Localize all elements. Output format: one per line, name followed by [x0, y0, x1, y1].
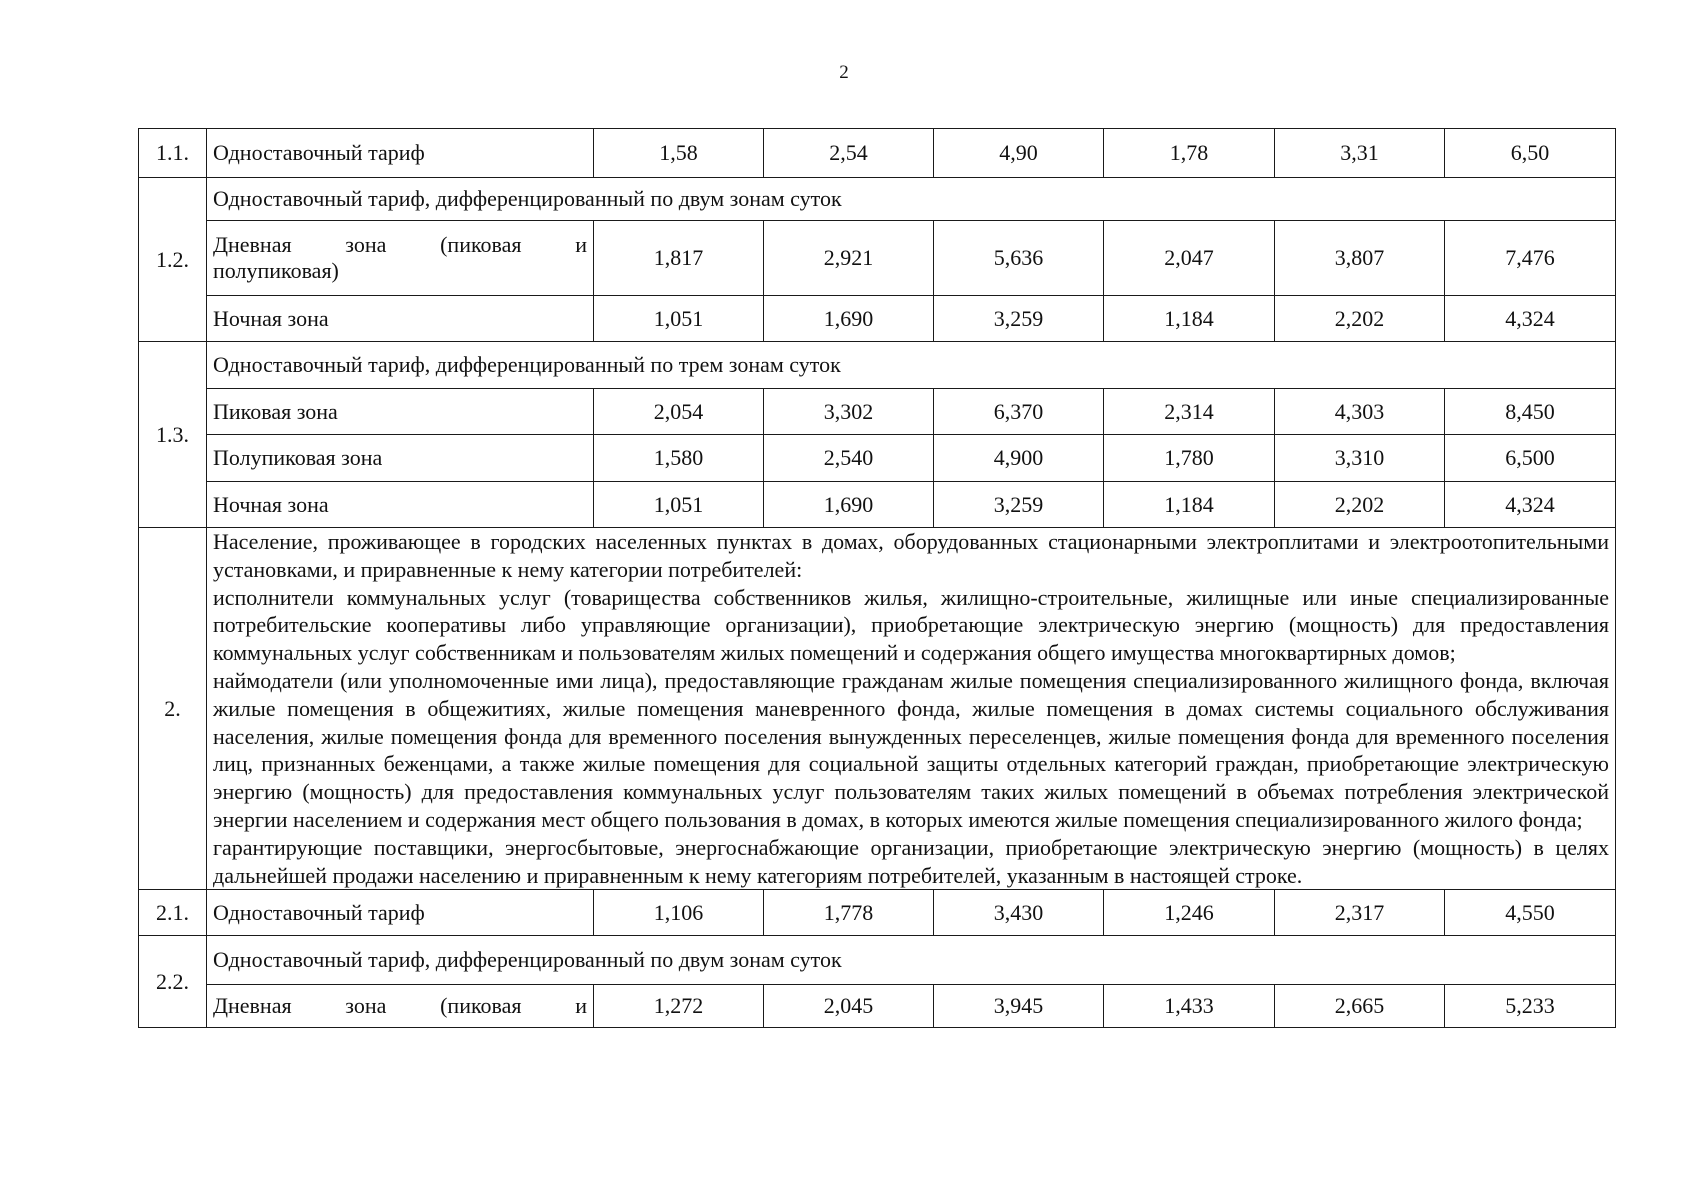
table-row — [139, 890, 1616, 936]
table-row — [139, 342, 1616, 389]
description-paragraph: наймодатели (или уполномоченные ими лица), предоставляющие гражданам жилые помещения специализированного жилищного фонда, включая жилые помещения в общежитиях, жилые помещения маневренного фонда, жилые помещения в домах системы социального обслуживания населения, жилые помещения фонда для временного поселения вынужденных переселенцев, жилые помещения фонда для временного поселения лиц, признанных беженцами, а также жилые помещения для социальной защиты отдельных категорий граждан, приобретающие электрическую энергию (мощность) для предоставления коммунальных услуг пользователям таких жилых помещений в объемах потребления электрической энергии населением и содержания мест общего пользования в домах, в которых имеются жилые помещения специализированного жилого фонда; — [213, 667, 1609, 832]
tariff-value: 2,045 — [764, 985, 934, 1028]
tariff-name — [207, 985, 594, 1028]
tariff-value: 4,550 — [1445, 890, 1616, 936]
tariff-value: 4,900 — [934, 435, 1104, 482]
tariff-value: 2,314 — [1104, 389, 1275, 435]
tariff-name: Пиковая зона — [207, 389, 594, 435]
tariff-name: Одноставочный тариф — [207, 890, 594, 936]
row-number: 2.1. — [139, 890, 207, 936]
tariff-value: 3,945 — [934, 985, 1104, 1028]
tariff-value: 1,106 — [594, 890, 764, 936]
tariff-value: 1,051 — [594, 296, 764, 342]
tariff-value: 6,370 — [934, 389, 1104, 435]
tariff-value: 3,259 — [934, 482, 1104, 528]
tariff-value: 2,540 — [764, 435, 934, 482]
tariff-value: 2,54 — [764, 129, 934, 178]
tariff-name: Одноставочный тариф — [207, 129, 594, 178]
consumer-category-description — [207, 528, 1616, 890]
tariff-value: 8,450 — [1445, 389, 1616, 435]
tariff-name-line1: Дневная зона (пиковая и — [213, 232, 587, 257]
tariff-value: 5,233 — [1445, 985, 1616, 1028]
tariff-value: 5,636 — [934, 221, 1104, 296]
tariff-value: 3,259 — [934, 296, 1104, 342]
tariff-value: 4,90 — [934, 129, 1104, 178]
tariff-value: 1,690 — [764, 482, 934, 528]
tariff-value: 1,184 — [1104, 296, 1275, 342]
tariff-value: 1,184 — [1104, 482, 1275, 528]
table-row — [139, 178, 1616, 221]
tariff-value: 2,921 — [764, 221, 934, 296]
tariff-name-line2: полупиковая) — [213, 258, 339, 283]
tariff-value: 2,047 — [1104, 221, 1275, 296]
tariff-value: 3,31 — [1275, 129, 1445, 178]
tariff-value: 1,778 — [764, 890, 934, 936]
tariff-value: 1,690 — [764, 296, 934, 342]
table-row — [139, 936, 1616, 985]
tariff-value: 3,807 — [1275, 221, 1445, 296]
table-row — [139, 221, 1616, 296]
row-number: 1.1. — [139, 129, 207, 178]
tariff-name: Ночная зона — [207, 482, 594, 528]
table-row — [139, 296, 1616, 342]
row-number: 1.3. — [139, 342, 207, 528]
tariff-value: 3,430 — [934, 890, 1104, 936]
description-paragraph: гарантирующие поставщики, энергосбытовые, энергоснабжающие организации, приобретающие электрическую энергию (мощность) в целях дальнейшей продажи населению и приравненным к нему категориям потребителей, указанным в настоящей строке. — [213, 834, 1609, 888]
tariff-value: 2,054 — [594, 389, 764, 435]
table-row — [139, 129, 1616, 178]
tariff-value: 1,433 — [1104, 985, 1275, 1028]
tariff-value: 4,324 — [1445, 482, 1616, 528]
tariff-name — [207, 221, 594, 296]
tariff-table — [138, 128, 1616, 1028]
tariff-value: 1,051 — [594, 482, 764, 528]
section-heading: Одноставочный тариф, дифференцированный по двум зонам суток — [207, 178, 1616, 221]
tariff-value: 3,302 — [764, 389, 934, 435]
row-number: 2. — [139, 528, 207, 890]
tariff-value: 1,780 — [1104, 435, 1275, 482]
tariff-value: 1,78 — [1104, 129, 1275, 178]
tariff-value: 1,246 — [1104, 890, 1275, 936]
tariff-value: 1,817 — [594, 221, 764, 296]
tariff-value: 1,272 — [594, 985, 764, 1028]
tariff-value: 3,310 — [1275, 435, 1445, 482]
tariff-value: 1,580 — [594, 435, 764, 482]
tariff-value: 2,202 — [1275, 296, 1445, 342]
table-row — [139, 985, 1616, 1028]
tariff-value: 4,303 — [1275, 389, 1445, 435]
table-row — [139, 528, 1616, 890]
tariff-value: 2,317 — [1275, 890, 1445, 936]
tariff-name-line1: Дневная зона (пиковая и — [213, 993, 587, 1019]
description-paragraph: Население, проживающее в городских населенных пунктах в домах, оборудованных стационарными электроплитами и электроотопительными установками, и приравненные к нему категории потребителей: — [213, 529, 1609, 582]
table-row — [139, 482, 1616, 528]
section-heading: Одноставочный тариф, дифференцированный по трем зонам суток — [207, 342, 1616, 389]
table-row — [139, 435, 1616, 482]
tariff-value: 6,500 — [1445, 435, 1616, 482]
row-number: 1.2. — [139, 178, 207, 342]
tariff-value: 6,50 — [1445, 129, 1616, 178]
row-number: 2.2. — [139, 936, 207, 1028]
tariff-value: 2,665 — [1275, 985, 1445, 1028]
tariff-value: 2,202 — [1275, 482, 1445, 528]
description-paragraph: исполнители коммунальных услуг (товарищества собственников жилья, жилищно-строительные, жилищные или иные специализированные потребительские кооперативы либо управляющие организации), приобретающие электрическую энергию (мощность) для предоставления коммунальных услуг собственникам и пользователям жилых помещений и содержания общего имущества многоквартирных домов; — [213, 584, 1609, 666]
tariff-name: Ночная зона — [207, 296, 594, 342]
tariff-value: 1,58 — [594, 129, 764, 178]
tariff-value: 7,476 — [1445, 221, 1616, 296]
table-row — [139, 389, 1616, 435]
page-number: 2 — [839, 62, 849, 83]
section-heading: Одноставочный тариф, дифференцированный по двум зонам суток — [207, 936, 1616, 985]
tariff-name: Полупиковая зона — [207, 435, 594, 482]
tariff-value: 4,324 — [1445, 296, 1616, 342]
